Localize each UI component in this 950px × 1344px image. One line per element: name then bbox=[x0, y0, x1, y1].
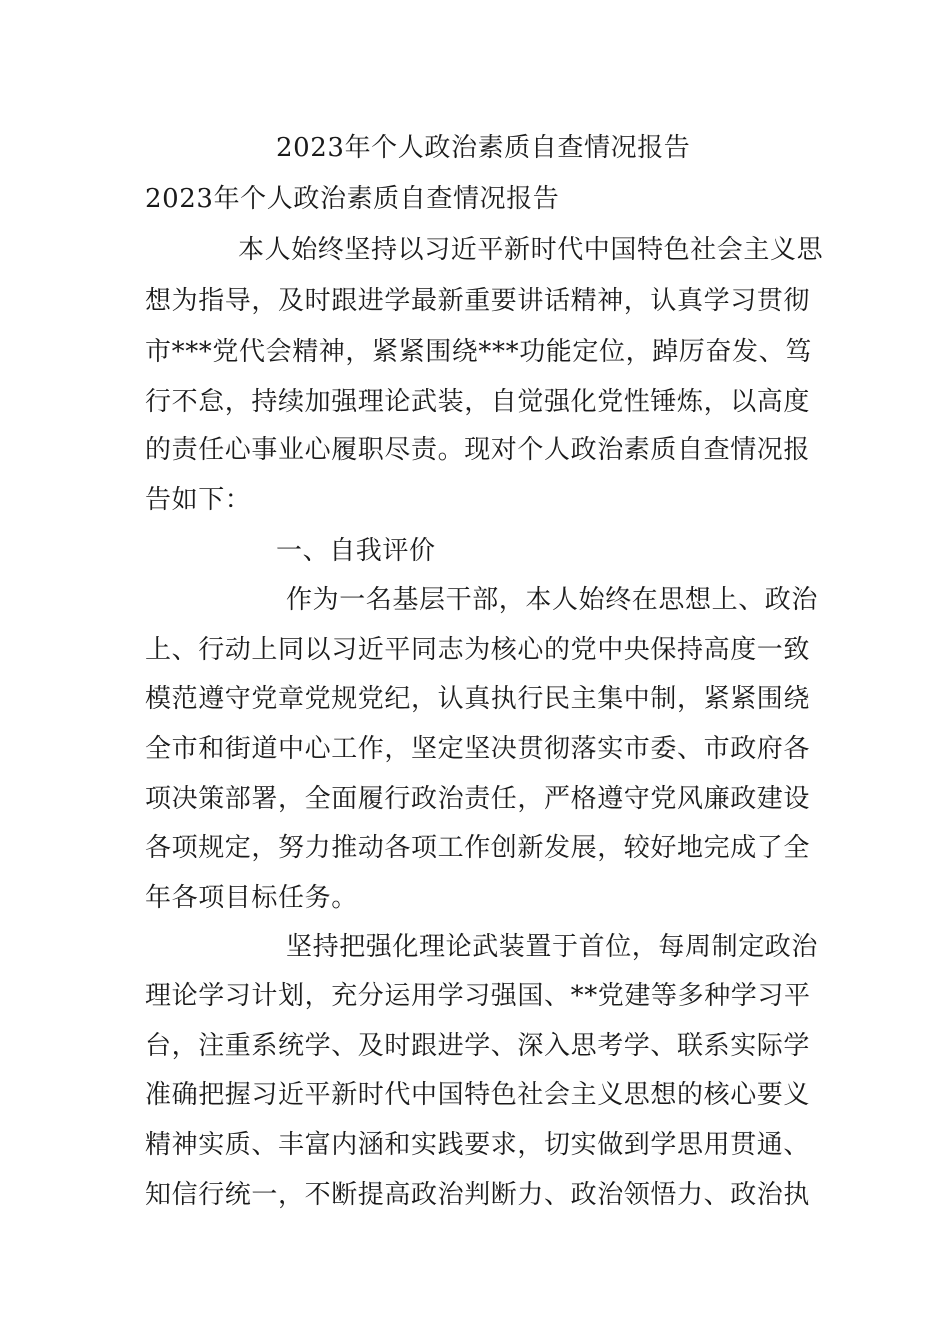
paragraph2-line: 项决策部署，全面履行政治责任，严格遵守党风廉政建设 bbox=[145, 784, 811, 814]
paragraph2-line: 各项规定，努力推动各项工作创新发展，较好地完成了全 bbox=[145, 833, 811, 863]
paragraph3-line: 准确把握习近平新时代中国特色社会主义思想的核心要义 bbox=[145, 1080, 811, 1110]
paragraph1-line: 的责任心事业心履职尽责。现对个人政治素质自查情况报 bbox=[145, 435, 811, 465]
paragraph2-line: 作为一名基层干部，本人始终在思想上、政治 bbox=[286, 585, 819, 615]
paragraph1-line: 本人始终坚持以习近平新时代中国特色社会主义思 bbox=[238, 235, 824, 265]
document-title-centered: 2023年个人政治素质自查情况报告 bbox=[276, 133, 691, 163]
paragraph2-line: 全市和街道中心工作，坚定坚决贯彻落实市委、市政府各 bbox=[145, 734, 811, 764]
paragraph3-line: 理论学习计划，充分运用学习强国、**党建等多种学习平 bbox=[145, 981, 811, 1011]
paragraph3-line: 台，注重系统学、及时跟进学、深入思考学、联系实际学 bbox=[145, 1031, 811, 1061]
paragraph2-line: 年各项目标任务。 bbox=[145, 883, 358, 913]
paragraph3-line: 坚持把强化理论武装置于首位，每周制定政治 bbox=[286, 932, 819, 962]
paragraph3-line: 知信行统一，不断提高政治判断力、政治领悟力、政治执 bbox=[145, 1180, 811, 1210]
paragraph1-line: 告如下： bbox=[145, 485, 252, 515]
paragraph2-line: 上、行动上同以习近平同志为核心的党中央保持高度一致 bbox=[145, 635, 811, 665]
paragraph2-line: 模范遵守党章党规党纪，认真执行民主集中制，紧紧围绕 bbox=[145, 684, 811, 714]
paragraph1-line: 市***党代会精神，紧紧围绕***功能定位，踔厉奋发、笃 bbox=[145, 337, 812, 367]
paragraph1-line: 行不怠，持续加强理论武装，自觉强化党性锤炼，以高度 bbox=[145, 387, 811, 417]
paragraph3-line: 精神实质、丰富内涵和实践要求，切实做到学思用贯通、 bbox=[145, 1130, 811, 1160]
section-heading: 一、自我评价 bbox=[276, 536, 436, 566]
paragraph1-line: 想为指导，及时跟进学最新重要讲话精神，认真学习贯彻 bbox=[145, 286, 811, 316]
document-title-left: 2023年个人政治素质自查情况报告 bbox=[145, 184, 560, 214]
